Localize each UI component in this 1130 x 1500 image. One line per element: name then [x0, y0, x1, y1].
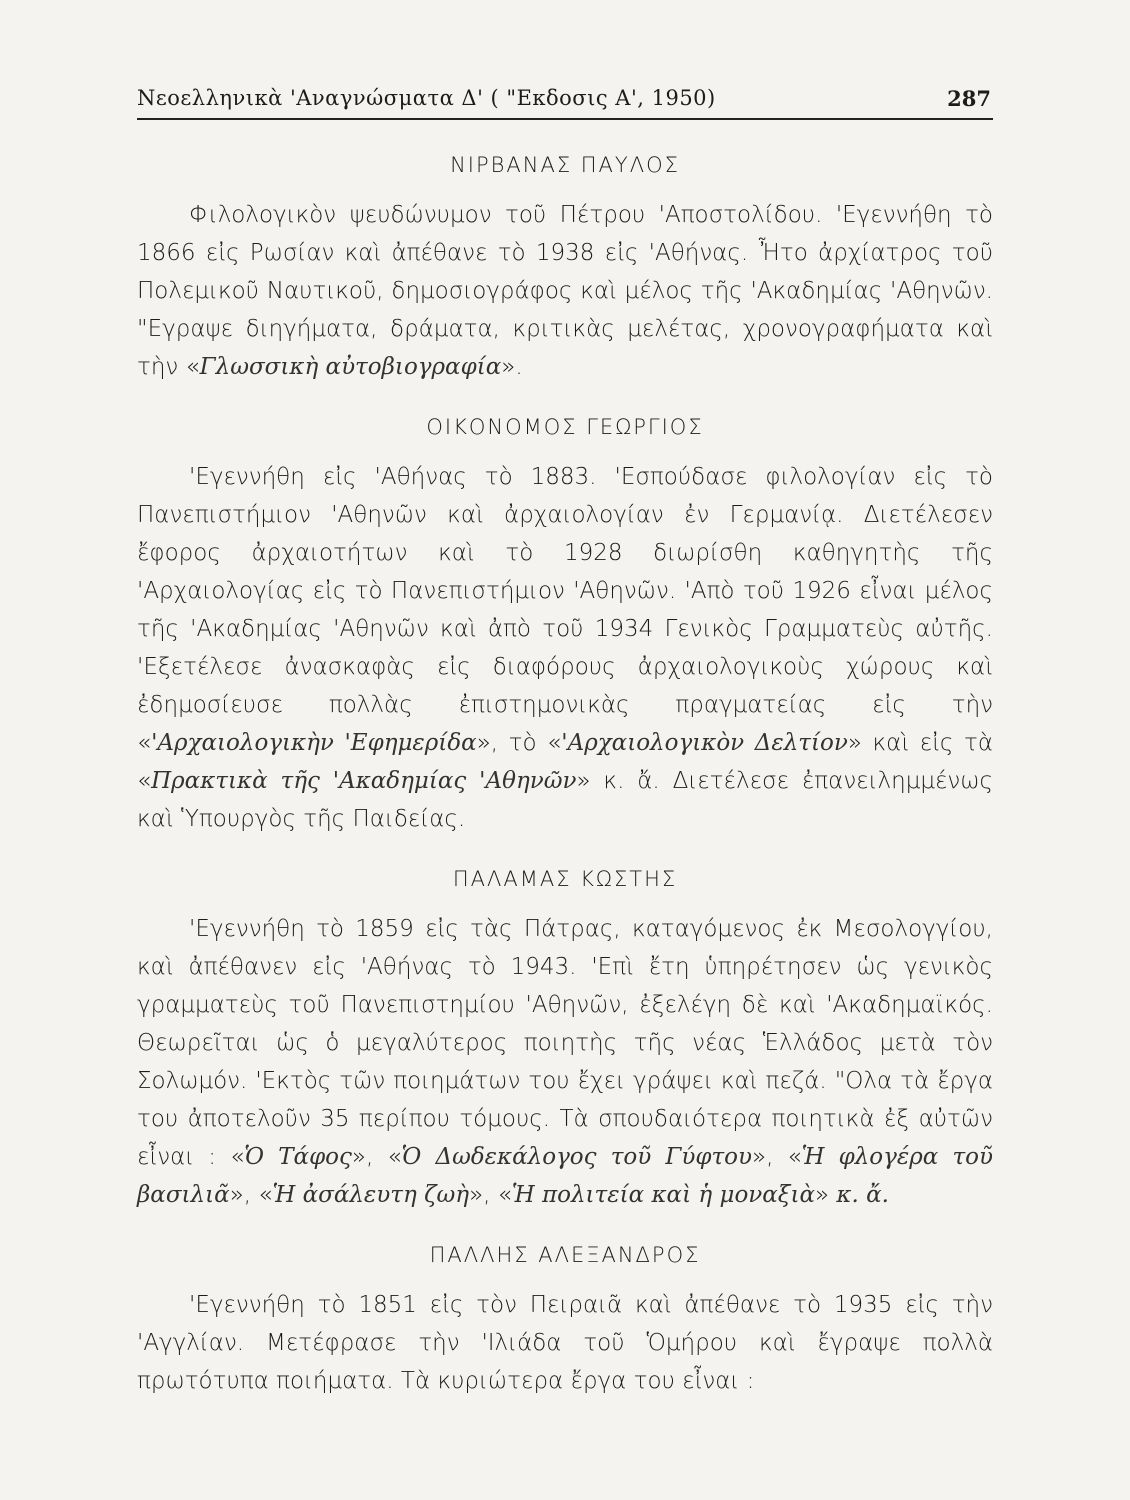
body-text: », τὸ « — [476, 730, 562, 756]
running-title: Νεοελληνικὰ 'Αναγνώσματα Δ' ( "Εκδοσις Α', 1950) — [137, 86, 716, 110]
entry-body — [137, 1286, 993, 1400]
entry-body — [137, 458, 993, 838]
body-text: » καὶ εἰς τὰ « — [137, 730, 994, 794]
work-title: Ὁ Τάφος — [244, 1144, 352, 1170]
body-text: », « — [351, 1144, 402, 1170]
body-text: Φιλολογικὸν ψευδώνυμον τοῦ Πέτρου 'Αποστολίδου. 'Εγεννήθη τὸ 1866 εἰς Ρωσίαν καὶ ἀπέθανε τὸ 1938 εἰς 'Αθήνας. Ἦτο ἀρχίατρος τοῦ Πολεμικοῦ Ναυτικοῦ, δημοσιογράφος καὶ μέλος τῆς 'Ακαδημίας 'Αθηνῶν. "Εγραψε διηγήματα, δράματα, κριτικὰς μελέτας, χρονογραφήματα καὶ τὴν « — [137, 202, 993, 380]
work-title: 'Αρχαιολογικὴν 'Εφημερίδα — [151, 730, 477, 756]
entry-nirvanas — [137, 148, 993, 386]
work-title: Ὁ Δωδεκάλογος τοῦ Γύφτου — [401, 1144, 753, 1170]
body-text: ». — [501, 354, 523, 380]
entry-heading: ΟΙΚΟΝΟΜΟΣ ΓΕΩΡΓΙΟΣ — [426, 415, 704, 439]
body-text: 'Εγεννήθη τὸ 1859 εἰς τὰς Πάτρας, καταγόμενος ἐκ Μεσολογγίου, καὶ ἀπέθανεν εἰς 'Αθήνας τὸ 1943. 'Επὶ ἔτη ὑπηρέτησεν ὡς γενικὸς γραμματεὺς τοῦ Πανεπιστημίου 'Αθηνῶν, ἐξελέγη δὲ καὶ 'Ακαδημαϊκός. Θεωρεῖται ὡς ὁ μεγαλύτερος ποιητὴς τῆς νέας Ἑλλάδος μετὰ τὸν Σολωμόν. 'Εκτὸς τῶν ποιημάτων του ἔχει γράψει καὶ πεζά. "Ολα τὰ ἔργα του ἀποτελοῦν 35 περίπου τόμους. Τὰ σπουδαιότερα ποιητικὰ ἐξ αὐτῶν εἶναι : « — [137, 916, 993, 1170]
body-text: », « — [752, 1144, 802, 1170]
entry-body — [137, 910, 993, 1214]
page-content — [137, 148, 993, 1424]
entry-heading: ΠΑΛΛΗΣ ΑΛΕΞΑΝΔΡΟΣ — [429, 1243, 701, 1267]
body-text: » κ. ἄ. Διετέλεσε ἐπανειλημμένως καὶ Ὑπουργὸς τῆς Παιδείας. — [137, 768, 993, 832]
work-title: Ἡ πολιτεία καὶ ἡ μοναξιὰ — [511, 1182, 816, 1208]
work-title: Ἡ ἀσάλευτη ζωὴ — [272, 1182, 470, 1208]
entry-palamas — [137, 862, 993, 1214]
page-number: 287 — [947, 86, 991, 111]
entry-heading: ΝΙΡΒΑΝΑΣ ΠΑΥΛΟΣ — [450, 153, 680, 177]
body-text: » — [815, 1182, 837, 1208]
entry-body — [137, 196, 993, 386]
work-title: Ἡ φλογέρα τοῦ βασιλιᾶ — [137, 1144, 994, 1208]
entry-heading: ΠΑΛΑΜΑΣ ΚΩΣΤΗΣ — [452, 867, 678, 891]
entry-pallis — [137, 1238, 993, 1400]
entry-oikonomos — [137, 410, 993, 838]
work-title: Γλωσσικὴ αὐτοβιογραφία — [199, 354, 502, 380]
work-title: 'Αρχαιολογικὸν Δελτίον — [561, 730, 848, 756]
body-text: », « — [469, 1182, 512, 1208]
body-text: 'Εγεννήθη τὸ 1851 εἰς τὸν Πειραιᾶ καὶ ἀπέθανε τὸ 1935 εἰς τὴν 'Αγγλίαν. Μετέφρασε τὴν 'Ιλιάδα τοῦ Ὁμήρου καὶ ἔγραψε πολλὰ πρωτότυπα ποιήματα. Τὰ κυριώτερα ἔργα του εἶναι : — [137, 1292, 993, 1394]
body-text: », « — [229, 1182, 273, 1208]
body-text: 'Εγεννήθη εἰς 'Αθήνας τὸ 1883. 'Εσπούδασε φιλολογίαν εἰς τὸ Πανεπιστήμιον 'Αθηνῶν καὶ ἀρχαιολογίαν ἐν Γερμανίᾳ. Διετέλεσεν ἔφορος ἀρχαιοτήτων καὶ τὸ 1928 διωρίσθη καθηγητὴς τῆς 'Αρχαιολογίας εἰς τὸ Πανεπιστήμιον 'Αθηνῶν. 'Απὸ τοῦ 1926 εἶναι μέλος τῆς 'Ακαδημίας 'Αθηνῶν καὶ ἀπὸ τοῦ 1934 Γενικὸς Γραμματεὺς αὐτῆς. 'Εξετέλεσε ἀνασκαφὰς εἰς διαφόρους ἀρχαιολογικοὺς χώρους καὶ ἐδημοσίευσε πολλὰς ἐπιστημονικὰς πραγματείας εἰς τὴν « — [137, 464, 993, 756]
running-header — [137, 86, 993, 120]
work-title: Πρακτικὰ τῆς 'Ακαδημίας 'Αθηνῶν — [151, 768, 577, 794]
abbreviation: κ. ἄ. — [836, 1182, 889, 1208]
